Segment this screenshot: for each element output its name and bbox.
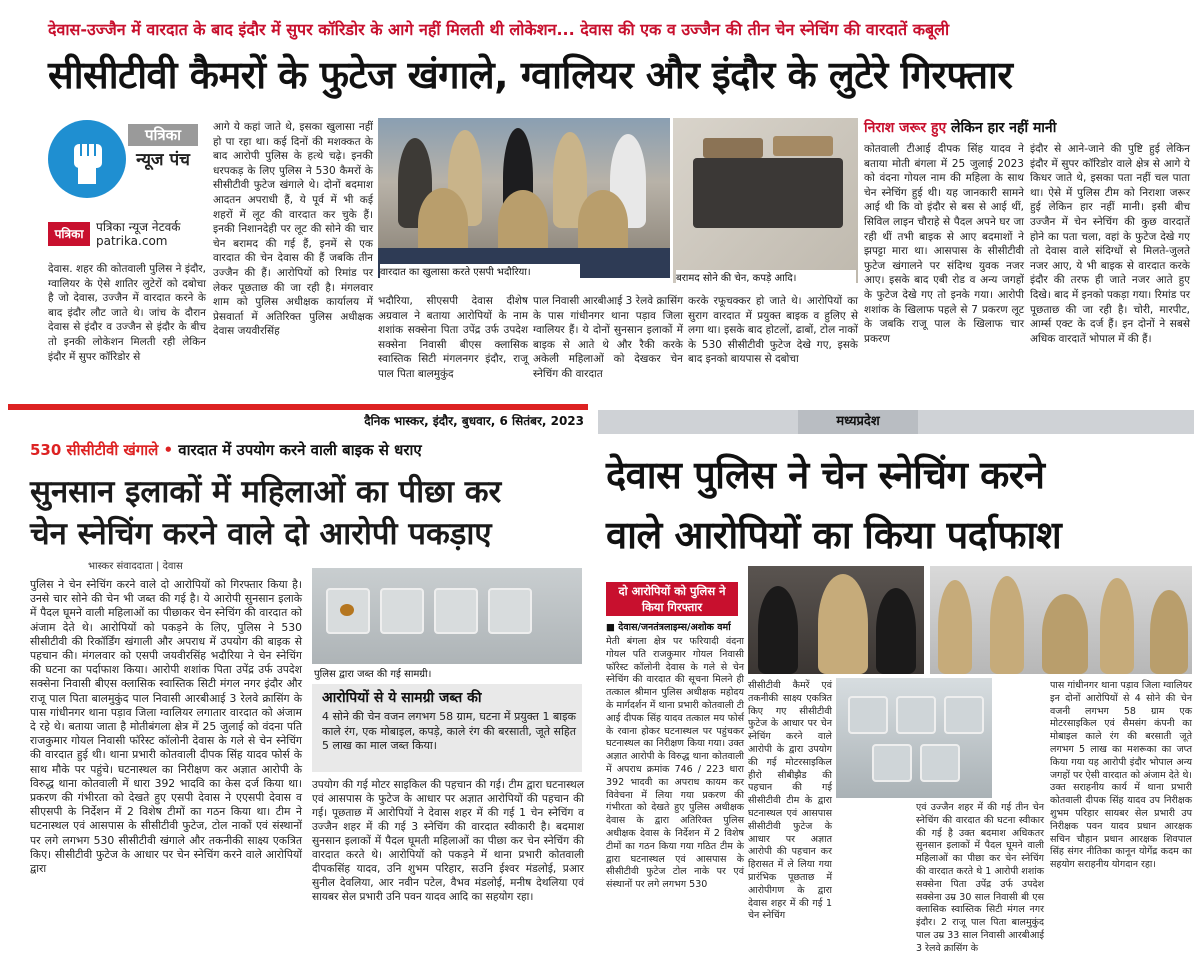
- bhaskar-headline-line2: चेन स्नेचिंग करने वाले दो आरोपी पकड़ाए: [30, 516, 492, 552]
- bhaskar-headline-line1: सुनसान इलाकों में महिलाओं का पीछा कर: [30, 474, 502, 510]
- bhaskar-masthead: दैनिक भास्कर, इंदौर, बुधवार, 6 सितंबर, 2023: [364, 414, 584, 428]
- patrika-col-2: आगे ये कहां जाते थे, इसका खुलासा नहीं हो पा रहा था। कई दिनों की मशक्कत के बाद आरोपी पुलिस के हत्थे चढ़े। इनकी धरपकड़ के लिए पुलिस ने 530 कैमरों के सीसीटीवी फुटेज खंगाले थे। दोनों बदमाश आदतन अपराधी हैं, ये पूर्व में भी कई शहरों में लूट की वारदात कर चुके हैं। इनकी निशानदेही पर लूट की सोने की चार चेन बरामद की गई हैं, इनमें से एक वारदात की चेन देवास की हैं जबकि तीन उज्जैन की हैं। आरोपियों को रिमांड पर लेकर पूछताछ की जा रही है। मंगलवार शाम को पुलिस अधीक्षक कार्यालय में प्रेसवार्ता में अतिरिक्त पुलिस अधीक्षक देवास जयवीरसिंह: [213, 121, 373, 338]
- bhaskar-col-1: पुलिस ने चेन स्नेचिंग करने वाले दो आरोपियों को गिरफ्तार किया है। उनसे चार सोने की चेन भी जब्त की गई है। ये आरोपी सुनसान इलाके में पैदल घूमने वाली महिलाओं का पीछाकर चेन स्नेचिंग की वारदात को अंजाम देते थे। आरोपियों को पकड़ने के लिए, पुलिस ने 530 सीसीटीवी की रिकॉर्डिंग खंगाली और अपराध में उपयोग की बाइक से पहचान की। मंगलवार को एसपी जयवीरसिंह भदौरिया ने चेन स्नेचिंग की घटना का पर्दाफाश किया। आरोपी शशांक पिता उपेंद्र उर्फ उपदेश सक्सेना निवासी बीएस क्लासिक स्वास्तिक सिटी मंगल नगर इंदौर और राजू पाल पिता बालमुकुंद पाल निवासी आरबीआई 3 रेलवे क्रासिंग के पास गांधीनगर थाना पड़ाव जिला ग्वालियर लगातार वारदात को अंजाम दे रहे थे। बताया जाता है मोतीबंगला क्षेत्र में 25 जुलाई को वंदना पति राजकुमार गोयल निवासी फॉरेस्ट कॉलोनी देवास के गले से चेन स्नेचिंग की वारदात हुई थी। थाना प्रभारी कोतवाली दीपक सिंह यादव फोर्स के साथ मौके पर पहुंचे। घटनास्थल का निरीक्षण कर अज्ञात आरोपी के विरुद्ध थाना कोतवाली में धारा 392 भादवि का केस दर्ज किया था। प्रकरण की गंभीरता को देखते हुए एसपी देवास ने एएसपी देवास व सीएसपी के निर्देशन में 2 विशेष टीमों का गठन किया था। टीम ने घटनास्थल एवं आसपास के सीसीटीवी फुटेज, टोल नाकों एवं संस्थानों पर लगे लगभग 530 सीसीटीवी खंगाले और तकनीकी साक्ष्य एकत्रित किए। सीसीटीवी फुटेज के आधार पर चेन स्नेचिंग करने वाले आरोपियों द्वारा: [30, 578, 302, 876]
- network-name: पत्रिका न्यूज नेटवर्क: [96, 220, 181, 234]
- mp-col-4: पास गांधीनगर थाना पड़ाव जिला ग्वालियर इन दोनों आरोपियों से 4 सोने की चेन वजनी लगभग 58 ग्राम एक मोटरसाइकिल एवं सैमसंग कंपनी का मोबाइल काले रंग की बरसाती जूते लगभग 5 लाख का मशरूका का जप्त किया गया यह आरोपी इंदौर भोपाल अन्य जगहों पर ऐसी वारदात को अंजाम देते थे। उक्त सराहनीय कार्य में थाना प्रभारी कोतवाली दीपक सिंह यादव उप निरीक्षक शुभम परिहार सायबर सेल प्रभारी उप निरीक्षक पवन यादव प्रधान आरक्षक सचिन चौहान प्रधान आरक्षक शिवपाल सिंह संगर नीतिका कानून योगेंद्र कदम का सहयोग सराहनीय योगदान रहा।: [1050, 680, 1192, 871]
- patrika-kicker: देवास-उज्जैन में वारदात के बाद इंदौर में सुपर कॉरिडोर के आगे नहीं मिलती थी लोकेशन... देवास की एक व उज्जैन की तीन चेन स्नेचिंग की वारदातें कबूली: [48, 20, 950, 39]
- patrika-col-3: भदौरिया, सीएसपी देवास दीशेष अग्रवाल ने बताया आरोपियों के नाम शशांक सक्सेना पिता उपेंद्र उर्फ उपदेश सक्सेना निवासी बीएस क्लासिक स्वास्तिक सिटी मंगलनगर इंदौर, राजू पाल पिता बालमुकुंद: [378, 295, 528, 380]
- bhaskar-col-2: उपयोग की गई मोटर साइकिल की पहचान की गई। टीम द्वारा घटनास्थल एवं आसपास के फुटेज के आधार पर अज्ञात आरोपियों की पहचान की गई। पूछताछ में आरोपियों ने देवास शहर में की गई 1 चेन स्नेचिंग व उज्जैन शहर में की गई 3 स्नेचिंग की वारदात स्वीकारी है। बदमाश सुनसान इलाकों में पैदल घूमती महिलाओं का पीछा कर चेन स्नेचिंग की वारदात करते थे। आरोपियों को पकड़ने में थाना प्रभारी कोतवाली दीपकसिंह यादव, उनि शुभम परिहार, सउनि ईश्वर मंडलोई, प्रआर सुनील देवलिया, आर नवीन पटेल, वैभव मंडलोई, मनीष देथलिया एवं सायबर सेल प्रभारी उनि पवन यादव आदि का सहयोग रहा।: [312, 779, 584, 903]
- mp-col-2: सीसीटीवी कैमरें एवं तकनीकी साक्ष्य एकत्रित किए गए सीसीटीवी फुटेज के आधार पर चेन स्नेचिंग करने वाले आरोपी के द्वारा उपयोग की गई मोटरसाइकिल हीरो सीबीझैड की पहचान की गई सीसीटीवी टीम के द्वारा घटनास्थल एवं आसपास सीसीटीवी फुटेज के आधार पर अज्ञात आरोपी की पहचान कर हिरासत में ले लिया गया प्रारंभिक पूछताछ में आरोपीगण के द्वारा देवास शहर में की गई 1 चेन स्नेचिंग: [748, 680, 832, 922]
- patrika-col-4: पाल निवासी आरबीआई 3 रेलवे क्रासिंग के पास गांधीनगर थाना पड़ाव जिला ग्वालियर हैं। ये दोनों सुनसान इलाकों में बाइक से आते थे और रैकी करके अकेली महिलाओं को देखकर चेन स्नेचिंग की वारदात: [533, 295, 683, 380]
- bhaskar-byline: भास्कर संवाददाता | देवास: [88, 561, 183, 572]
- recovered-items-photo: [673, 118, 858, 283]
- seized-box-title: आरोपियों से ये सामग्री जब्त की: [322, 690, 482, 706]
- patrika-clipping: [8, 8, 1192, 398]
- mp-col-1: मेती बंगला क्षेत्र पर फरियादी वंदना गोयल पति राजकुमार गोयल निवासी फॉरेस्ट कॉलोनी देवास के गले से चेन स्नेचिंग की वारदात की सूचना मिलने ही तत्काल श्रीमान पुलिस अधीक्षक महोदय के मार्गदर्शन में थाना प्रभारी कोतवाली टी आई दीपक सिंह यादव तत्काल मय फोर्स के रवाना होकर घटनास्थल पर पहुंचकर घटनास्थल का निरीक्षण किया गया। उक्त अज्ञात आरोपी के विरुद्ध थाना कोतवाली में अपराध क्रमांक 746 / 223 धारा 392 भादवी का अपराध कायम कर विवेचना में लिया गया प्रकरण की गंभीरता को देखते हुए पुलिस अधीक्षक देवास के द्वारा अतिरिक्त पुलिस अधीक्षक देवास के निर्देशन में 2 विशेष टीमों का गठन किया गया गठित टीम के द्वारा घटनास्थल एवं आसपास के सीसीटीवी फुटेज टोल नाके पर एवं संस्थानों पर लगे लगभग 530: [606, 636, 744, 891]
- bhaskar-kicker-black: वारदात में उपयोग करने वाली बाइक से धराए: [178, 441, 422, 459]
- news-punch-logo: [48, 120, 198, 200]
- bhaskar-clipping: [8, 404, 588, 903]
- patrika-col-1: देवास. शहर की कोतवाली पुलिस ने इंदौर, ग्वालियर के ऐसे शातिर लुटेरों को दबोचा है जो देवास, उज्जैन में वारदात करने के बाद इंदौर लौट जाते थे। जांच के दौरान देवास से इंदौर व उज्जैन से इंदौर के बीच तो इनकी लोकेशन मिलती रही लेकिन इंदौर में सुपर कॉरिडोर से: [48, 263, 206, 363]
- bhaskar-kicker-red: 530 सीसीटीवी खंगाले •: [30, 441, 174, 459]
- mp-headline-line1: देवास पुलिस ने चेन स्नेचिंग करने: [606, 453, 1045, 497]
- photo2-caption: बरामद सोने की चेन, कपड़े आदि।: [676, 270, 856, 286]
- seized-items-photo: [312, 568, 582, 664]
- mp-photo-officers: [930, 566, 1192, 674]
- network-badge: पत्रिका: [48, 222, 90, 246]
- sidebar-heading: [864, 118, 1192, 140]
- logo-name: पत्रिका: [128, 124, 198, 146]
- mp-byline: ■ देवास/जनतंत्रलाइम्स/अशोक वर्मा: [606, 622, 731, 633]
- fist-icon: [48, 120, 126, 198]
- photo1-caption: वारदात का खुलासा करते एसपी भदौरिया।: [380, 264, 580, 280]
- sidebar-heading-red: निराश जरूर हुए: [864, 120, 947, 136]
- mp-col-3: एवं उज्जैन शहर में की गई तीन चेन स्नेचिंग की वारदात की घटना स्वीकार की गई है उक्त बदमाश अधिकतर सुनसान इलाकों में पैदल घूमने वाली महिलाओं का पीछा कर चेन स्नेचिंग की वारदात करते थे 1 आरोपी शशांक सक्सेना पिता उपेंद्र उर्फ उपदेश सक्सेना उम्र 30 साल निवासी बी एस क्लासिक स्वास्तिक सिटी मंगल नगर इंदौर। 2 राजू पाल पिता बालमुकुंद पाल उम्र 33 साल निवासी आरबीआई 3 रेलवे क्रासिंग के: [916, 802, 1044, 954]
- seized-items-box: [312, 684, 582, 772]
- mp-tag: दो आरोपियों को पुलिस ने किया गिरफ्तार: [606, 582, 738, 616]
- seized-box-text: 4 सोने की चेन वजन लगभग 58 ग्राम, घटना में प्रयुक्त 1 बाइक काले रंग, एक मोबाइल, कपड़े, काले रंग की बरसाती, जूते सहित 5 लाख का माल जब्त किया।: [322, 710, 576, 753]
- sidebar-col-2: इंदौर से आने-जाने की पुष्टि हुई लेकिन इंदौर में सुपर कॉरिडोर वाले क्षेत्र से आगे ये किधर जाते थे, इसका पता नहीं चल पाता था। ऐसे में पुलिस टीम को निराशा जरूर हुई लेकिन हार नहीं मानी। इसी बीच उज्जैन में चेन स्नेचिंग की कुछ वारदातें होने का पता चला, वहां के फुटेज देखे गए तो देवास वाले संदिग्धों से मिलते-जुलते नजर आए, ये भी बाइक से वारदात करके इंदौर की तरफ ही जाते नजर आते हुए दिखे। बाद में इनको पकड़ा गया। रिमांड पर पूछताछ की जा रही है। चोरी, मारपीट, आर्म्स एक्ट के दर्ज हैं। इन दोनों ने सबसे अधिक वारदातें भोपाल में की हैं।: [1030, 143, 1190, 345]
- press-conference-photo: [378, 118, 670, 278]
- logo-sub: न्यूज पंच: [136, 150, 190, 170]
- bhaskar-photo-caption: पुलिस द्वारा जब्त की गई सामग्री।: [314, 666, 514, 682]
- patrika-headline: सीसीटीवी कैमरों के फुटेज खंगाले, ग्वालियर और इंदौर के लुटेरे गिरफ्तार: [48, 53, 1013, 97]
- mp-section-label: मध्यप्रदेश: [798, 410, 918, 434]
- sidebar-heading-black: लेकिन हार नहीं मानी: [946, 120, 1057, 136]
- patrika-col-5: करके रफूचक्कर हो जाते थे। आरोपियों का सुराग वारदात में प्रयुक्त बाइक व हुलिए से लगा था। इसके बाद होटलों, ढाबों, टोल नाकों के 530 सीसीटीवी फुटेज देखे गए, इसके बाद इनको बायपास से दबोचा: [688, 295, 858, 366]
- mp-photo-chains: [834, 676, 994, 800]
- mp-headline-line2: वाले आरोपियों का किया पर्दाफाश: [606, 513, 1062, 557]
- network-site: patrika.com: [96, 234, 168, 248]
- bhaskar-kicker: [30, 440, 586, 462]
- sidebar-col-1: कोतवाली टीआई दीपक सिंह यादव ने बताया मोती बंगला में 25 जुलाई 2023 को वंदना गोयल नाम की महिला के साथ चेन स्नेचिंग हुई थी। यह जानकारी सामने आई थी कि वो इंदौर से बस से आई थीं, सिविल लाइन चौराहे से पैदल अपने घर जा रही थीं तभी बाइक से आए बदमाशों ने झपट्टा मारा था। आसपास के सीसीटीवी फुटेज खंगालने पर संदिग्ध युवक नजर आए। इसके बाद एबी रोड व अन्य जगहों के फुटेज देखे गए तो इनके गया। आरोपी शशांक के खिलाफ पहले से 7 प्रकरण लूट के जबकि राजू पाल के खिलाफ चार प्रकरण: [864, 143, 1024, 345]
- mp-photo-accused: [748, 566, 924, 674]
- mp-clipping: [598, 404, 1194, 954]
